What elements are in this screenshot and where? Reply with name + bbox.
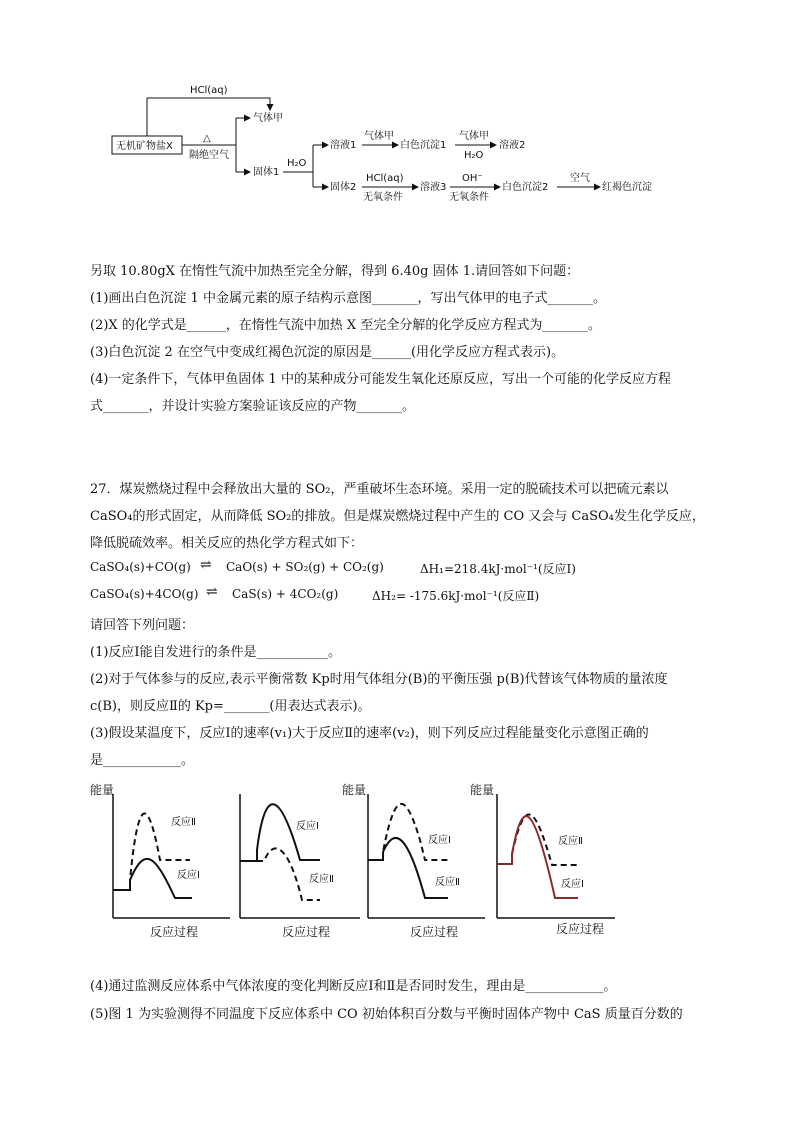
oh-minus-label: OH⁻ — [462, 173, 483, 184]
white-ppt1-label: 白色沉淀1 — [400, 140, 447, 151]
eq2-left: CaSO₄(s)+4CO(g) — [90, 587, 199, 601]
eq2-dh: ΔH₂= -175.6kJ·mol⁻¹(反应Ⅱ) — [372, 589, 540, 603]
q27-part3a: (3)假设某温度下，反应Ⅰ的速率(v₁)大于反应Ⅱ的速率(v₂)，则下列反应过程能量变化示意图正确的 — [90, 726, 649, 741]
heat-symbol: △ — [203, 133, 211, 144]
energy-diagram-a — [90, 782, 230, 939]
flowchart — [0, 0, 794, 220]
diagram-c-curve-lower — [368, 838, 448, 898]
arrow-gas-jia-label: 气体甲 — [364, 131, 394, 142]
solid2-label: 固体2 — [330, 182, 357, 193]
q27-part2a: (2)对于气体参与的反应,表示平衡常数 Kp时用气体组分(B)的平衡压强 p(B)代替该气体物质的量浓度 — [90, 672, 668, 687]
white-ppt2-label: 白色沉淀2 — [502, 182, 549, 193]
mineral-x-label: 无机矿物盐X — [116, 141, 173, 152]
diagram-c-lower-label: 反应Ⅱ — [435, 877, 460, 888]
solution3-label: 溶液3 — [420, 182, 447, 193]
q27-intro-c: 降低脱硫效率。相关反应的热化学方程式如下： — [90, 536, 364, 551]
eq1-left: CaSO₄(s)+CO(g) — [90, 560, 191, 574]
gas-jia-label: 气体甲 — [253, 113, 283, 124]
eq1-equilibrium-arrow: ⇌ — [200, 557, 212, 573]
no-oxygen1-label: 无氧条件 — [363, 192, 403, 203]
q26-part1: (1)画出白色沉淀 1 中金属元素的原子结构示意图_______，写出气体甲的电子式_______。 — [90, 291, 606, 306]
q27-part1: (1)反应Ⅰ能自发进行的条件是___________。 — [90, 645, 342, 660]
no-oxygen2-label: 无氧条件 — [449, 192, 489, 203]
diagram-b-lower-label: 反应Ⅱ — [309, 874, 334, 885]
eq2-equilibrium-arrow: ⇌ — [206, 584, 218, 600]
arrow-h2o2-label: H₂O — [464, 150, 484, 161]
diagram-a-x-label: 反应过程 — [150, 925, 199, 939]
eq1-dh: ΔH₁=218.4kJ·mol⁻¹(反应Ⅰ) — [420, 562, 576, 576]
eq2-right: CaS(s) + 4CO₂(g) — [232, 587, 339, 601]
q26-intro: 另取 10.80gX 在惰性气流中加热至完全分解，得到 6.40g 固体 1.请回答如下问题： — [90, 264, 580, 279]
diagram-b-x-label: 反应过程 — [282, 925, 331, 939]
diagram-d-y-label: 能量 — [470, 783, 495, 797]
diagram-d-x-label: 反应过程 — [556, 922, 605, 936]
diagram-d-upper-label: 反应Ⅱ — [558, 836, 583, 847]
diagram-c-y-label: 能量 — [342, 783, 367, 797]
q27-part5: (5)图 1 为实验测得不同温度下反应体系中 CO 初始体积百分数与平衡时固体产物中 CaS 质量百分数的 — [90, 1007, 683, 1022]
q27-part3b: 是____________。 — [90, 753, 195, 768]
energy-diagram-b — [240, 794, 360, 939]
isolate-air-label: 隔绝空气 — [189, 150, 229, 161]
q26-part4b: 式_______，并设计实验方案验证该反应的产物_______。 — [90, 399, 416, 414]
q26-part2: (2)X 的化学式是______，在惰性气流中加热 X 至完全分解的化学反应方程式为_______。 — [90, 318, 601, 333]
solution1-label: 溶液1 — [330, 140, 357, 151]
energy-diagram-d — [470, 782, 615, 936]
diagram-c-x-label: 反应过程 — [410, 925, 459, 939]
solid1-label: 固体1 — [253, 167, 280, 178]
q27-ask: 请回答下列问题： — [90, 618, 195, 633]
air-label: 空气 — [570, 173, 590, 184]
solution2-label: 溶液2 — [499, 140, 526, 151]
diagram-c-curve-upper — [383, 804, 448, 860]
arrow-hcl2-label: HCl(aq) — [366, 173, 404, 184]
energy-diagram-c — [342, 782, 485, 939]
eq1-right: CaO(s) + SO₂(g) + CO₂(g) — [226, 560, 384, 574]
q27-intro-b: CaSO₄的形式固定，从而降低 SO₂的排放。但是煤炭燃烧过程中产生的 CO 又会与 CaSO₄发生化学反应， — [90, 509, 705, 524]
hcl-top-label: HCl(aq) — [190, 85, 228, 96]
q26-part4a: (4)一定条件下，气体甲鱼固体 1 中的某种成分可能发生氧化还原反应，写出一个可能的化学反应方程 — [90, 372, 671, 387]
arrow-gas-jia2-label: 气体甲 — [459, 131, 489, 142]
diagram-a-lower-label: 反应Ⅰ — [177, 870, 200, 881]
diagram-b-upper-label: 反应Ⅰ — [296, 821, 319, 832]
diagram-c-upper-label: 反应Ⅰ — [428, 835, 451, 846]
q27-intro-a: 27．煤炭燃烧过程中会释放出大量的 SO₂，严重破坏生态环境。采用一定的脱硫技术可以把硫元素以 — [90, 482, 669, 497]
diagram-d-lower-label: 反应Ⅰ — [561, 879, 584, 890]
energy-diagrams — [0, 780, 794, 945]
q27-part2b: c(B)，则反应Ⅱ的 Kp=_______(用表达式表示)。 — [90, 699, 371, 714]
diagram-a-upper-label: 反应Ⅱ — [171, 817, 196, 828]
diagram-a-y-label: 能量 — [90, 783, 115, 797]
red-brown-ppt-label: 红褐色沉淀 — [602, 182, 652, 193]
equation-1 — [90, 560, 191, 574]
q26-part3: (3)白色沉淀 2 在空气中变成红褐色沉淀的原因是______(用化学反应方程式表示)。 — [90, 345, 565, 360]
diagram-b-curve-upper — [240, 804, 320, 861]
q27-part4: (4)通过监测反应体系中气体浓度的变化判断反应Ⅰ和Ⅱ是否同时发生，理由是____________。 — [90, 979, 617, 994]
h2o-label: H₂O — [287, 158, 307, 169]
